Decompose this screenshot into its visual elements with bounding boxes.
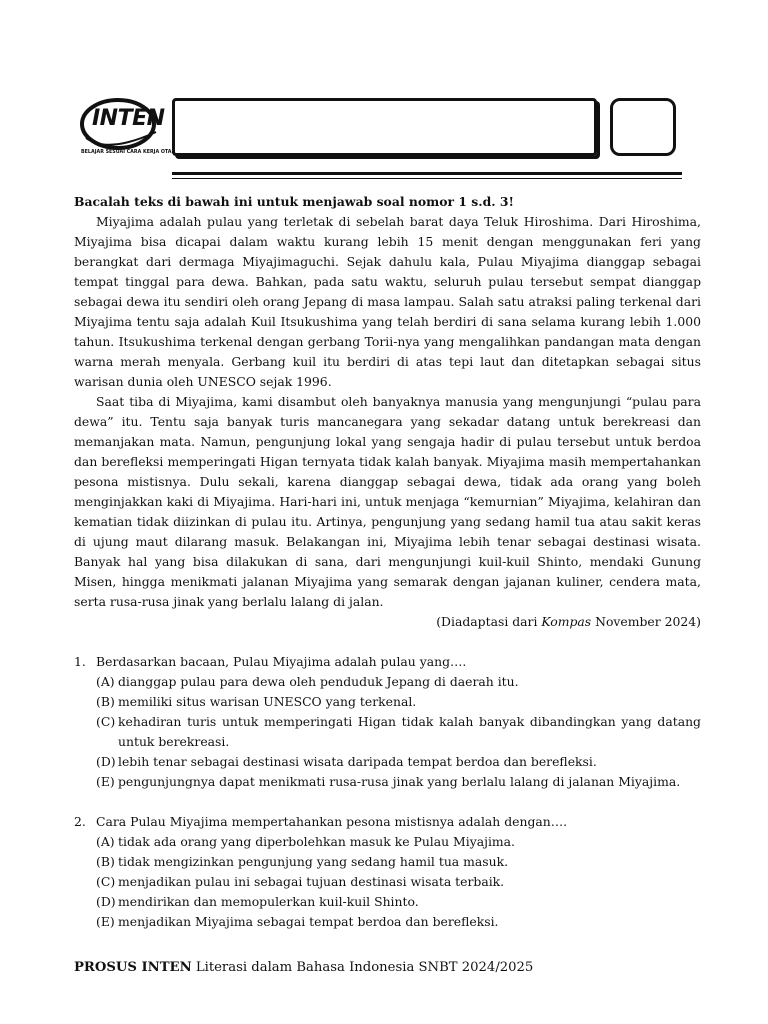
- answer-options: [74, 832, 701, 932]
- answer-option-a[interactable]: [96, 672, 701, 692]
- question-2: [74, 812, 701, 932]
- option-text: menjadikan pulau ini sebagai tujuan destinasi wisata terbaik.: [118, 874, 505, 889]
- option-letter: (D): [96, 754, 116, 769]
- option-text: memiliki situs warisan UNESCO yang terkenal.: [118, 694, 417, 709]
- answer-options: [74, 672, 701, 792]
- option-letter: (E): [96, 774, 115, 789]
- header-title-box: [172, 98, 597, 156]
- option-text: tidak ada orang yang diperbolehkan masuk ke Pulau Miyajima.: [118, 834, 515, 849]
- header-divider: [172, 172, 682, 175]
- source-suffix: November 2024): [591, 614, 701, 629]
- option-letter: (C): [96, 874, 116, 889]
- option-text: kehadiran turis untuk memperingati Higan tidak kalah banyak dibandingkan yang datang untuk berekreasi.: [118, 714, 701, 749]
- inten-logo: [78, 94, 174, 162]
- answer-option-c[interactable]: [96, 872, 701, 892]
- option-letter: (C): [96, 714, 116, 729]
- option-letter: (B): [96, 694, 115, 709]
- option-text: pengunjungnya dapat menikmati rusa-rusa jinak yang berlalu lalang di jalanan Miyajima.: [118, 774, 681, 789]
- answer-option-b[interactable]: [96, 852, 701, 872]
- header-divider-thin: [172, 178, 682, 179]
- question-text: Berdasarkan bacaan, Pulau Miyajima adalah pulau yang….: [96, 654, 467, 669]
- option-letter: (D): [96, 894, 116, 909]
- option-text: lebih tenar sebagai destinasi wisata daripada tempat berdoa dan berefleksi.: [118, 754, 597, 769]
- footer-brand: PROSUS INTEN: [74, 960, 192, 975]
- passage-source: [74, 612, 701, 632]
- passage-paragraph: Miyajima adalah pulau yang terletak di sebelah barat daya Teluk Hiroshima. Dari Hiroshima, Miyajima bisa dicapai dalam waktu kurang lebih 15 menit dengan menggunakan feri yang berangkat dari dermaga Miyajimaguchi. Sejak dahulu kala, Pulau Miyajima dianggap sebagai tempat tinggal para dewa. Bahkan, pada satu waktu, seluruh pulau tersebut sempat dianggap sebagai dewa itu sendiri oleh orang Jepang di masa lampau. Salah satu atraksi paling terkenal dari Miyajima tentu saja adalah Kuil Itsukushima yang telah berdiri di sana selama kurang lebih 1.000 tahun. Itsukushima terkenal dengan gerbang Torii-nya yang mengalihkan pandangan mata dengan warna merah menyala. Gerbang kuil itu berdiri di atas tepi laut dan ditetapkan sebagai situs warisan dunia oleh UNESCO sejak 1996.: [74, 214, 701, 389]
- page-content: [74, 192, 701, 932]
- header-code-box: [610, 98, 676, 156]
- question-number: 1.: [74, 654, 86, 669]
- logo-tagline: BELAJAR SESUAI CARA KERJA OTAK: [81, 150, 176, 155]
- answer-option-a[interactable]: [96, 832, 701, 852]
- logo-text: INTEN: [92, 106, 165, 131]
- passage-instruction: Bacalah teks di bawah ini untuk menjawab soal nomor 1 s.d. 3!: [74, 194, 514, 209]
- source-prefix: (Diadaptasi dari: [436, 614, 542, 629]
- option-letter: (B): [96, 854, 115, 869]
- footer-text: Literasi dalam Bahasa Indonesia SNBT 2024/2025: [191, 960, 534, 975]
- option-text: tidak mengizinkan pengunjung yang sedang hamil tua masuk.: [118, 854, 509, 869]
- option-letter: (E): [96, 914, 115, 929]
- answer-option-e[interactable]: [96, 772, 701, 792]
- question-1: [74, 652, 701, 792]
- question-text: Cara Pulau Miyajima mempertahankan pesona mistisnya adalah dengan….: [96, 814, 568, 829]
- answer-option-c[interactable]: [96, 712, 701, 752]
- answer-option-d[interactable]: [96, 892, 701, 912]
- passage-paragraph: Saat tiba di Miyajima, kami disambut oleh banyaknya manusia yang mengunjungi “pulau para dewa” itu. Tentu saja banyak turis mancanegara yang sekadar datang untuk berekreasi dan memanjakan mata. Namun, pengunjung lokal yang sengaja hadir di pulau tersebut untuk berdoa dan berefleksi memperingati Higan ternyata tidak kalah banyak. Miyajima masih mempertahankan pesona mistisnya. Dulu sekali, karena dianggap sebagai dewa, tidak ada orang yang boleh menginjakkan kaki di Miyajima. Hari-hari ini, untuk menjaga “kemurnian” Miyajima, kelahiran dan kematian tidak diizinkan di pulau itu. Artinya, pengunjung yang sedang hamil tua atau sakit keras di ujung maut dilarang masuk. Belakangan ini, Miyajima lebih tenar sebagai destinasi wisata. Banyak hal yang bisa dilakukan di sana, dari mengunjungi kuil-kuil Shinto, mendaki Gunung Misen, hingga menikmati jalanan Miyajima yang semarak dengan jajanan kuliner, cendera mata, serta rusa-rusa jinak yang berlalu lalang di jalan.: [74, 394, 701, 609]
- option-text: mendirikan dan memopulerkan kuil-kuil Shinto.: [118, 894, 419, 909]
- page-footer: [74, 960, 533, 975]
- option-text: menjadikan Miyajima sebagai tempat berdoa dan berefleksi.: [118, 914, 499, 929]
- option-letter: (A): [96, 834, 115, 849]
- option-letter: (A): [96, 674, 115, 689]
- option-text: dianggap pulau para dewa oleh penduduk Jepang di daerah itu.: [118, 674, 519, 689]
- answer-option-b[interactable]: [96, 692, 701, 712]
- source-title: Kompas: [541, 614, 592, 629]
- answer-option-e[interactable]: [96, 912, 701, 932]
- answer-option-d[interactable]: [96, 752, 701, 772]
- question-number: 2.: [74, 814, 86, 829]
